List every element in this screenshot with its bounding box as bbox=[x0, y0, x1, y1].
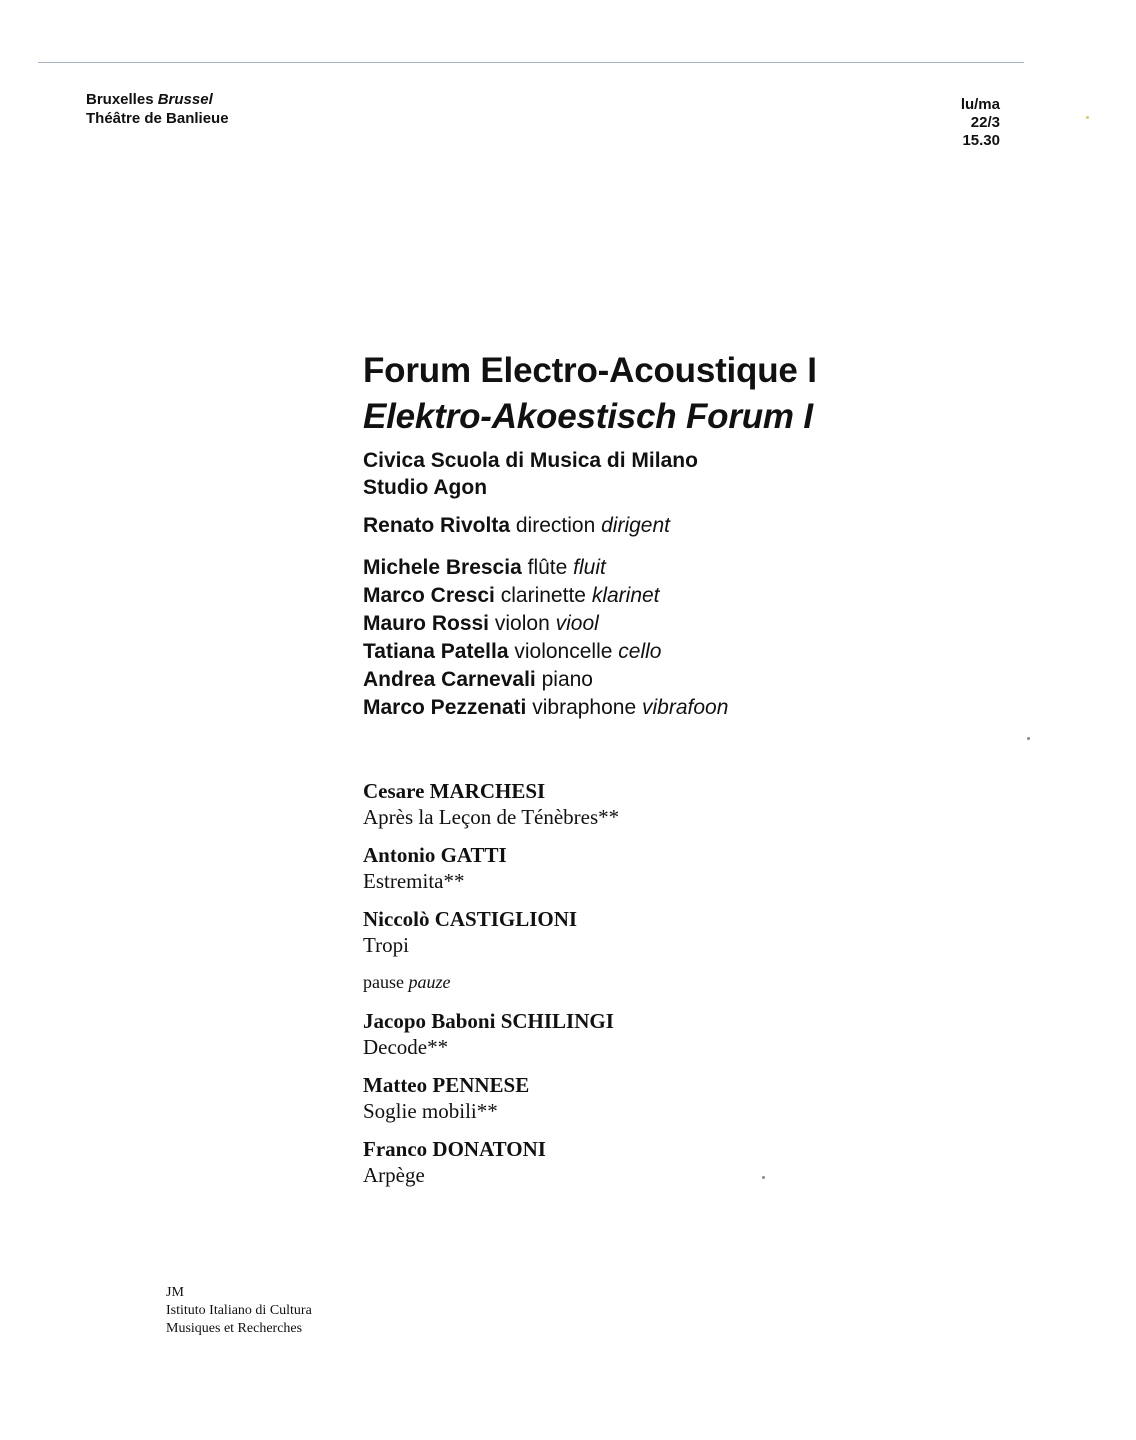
venue-hall: Théâtre de Banlieue bbox=[86, 110, 229, 127]
musician-name: Marco Cresci bbox=[363, 584, 495, 607]
venue-city-nl: Brussel bbox=[157, 91, 213, 108]
musician-instrument-nl: vibrafoon bbox=[642, 696, 729, 719]
musician-item bbox=[363, 694, 1063, 722]
musician-name: Marco Pezzenati bbox=[363, 696, 527, 719]
musician-instrument-nl: cello bbox=[618, 640, 662, 663]
director-line bbox=[363, 512, 1063, 539]
pause-nl: pauze bbox=[408, 972, 451, 992]
composer-name: Antonio GATTI bbox=[363, 843, 507, 867]
musician-name: Andrea Carnevali bbox=[363, 668, 536, 691]
credit-line: JM bbox=[166, 1285, 184, 1300]
director-role-fr: direction bbox=[515, 514, 596, 537]
work-title: Decode** bbox=[363, 1035, 449, 1059]
composer-name: Cesare MARCHESI bbox=[363, 779, 546, 803]
musician-instrument-fr: violon bbox=[494, 612, 550, 635]
credits-block bbox=[166, 1284, 312, 1338]
scan-speck bbox=[1086, 116, 1089, 119]
work-title: Après la Leçon de Ténèbres** bbox=[363, 805, 620, 829]
musician-name: Michele Brescia bbox=[363, 556, 522, 579]
scan-speck bbox=[762, 1176, 765, 1179]
composer-name: Franco DONATONI bbox=[363, 1137, 546, 1161]
credit-line: Istituto Italiano di Cultura bbox=[166, 1303, 312, 1318]
program-item bbox=[363, 906, 963, 958]
date-date: 22/3 bbox=[970, 114, 1000, 131]
musician-instrument-fr: flûte bbox=[527, 556, 568, 579]
musician-instrument-fr: clarinette bbox=[500, 584, 586, 607]
top-rule bbox=[38, 62, 1024, 63]
director-name: Renato Rivolta bbox=[363, 514, 511, 537]
scan-speck bbox=[1027, 737, 1030, 740]
musician-item bbox=[363, 666, 1063, 694]
musicians-list bbox=[363, 554, 1063, 722]
musician-instrument-fr: vibraphone bbox=[532, 696, 637, 719]
event-title-fr: Forum Electro-Acoustique I bbox=[363, 351, 817, 390]
program-item bbox=[363, 842, 963, 894]
musician-name: Mauro Rossi bbox=[363, 612, 490, 635]
ensemble-line2: Studio Agon bbox=[363, 476, 488, 499]
venue-city-fr: Bruxelles bbox=[86, 91, 154, 108]
composer-name: Niccolò CASTIGLIONI bbox=[363, 907, 578, 931]
work-title: Estremita** bbox=[363, 869, 465, 893]
pause-fr: pause bbox=[363, 972, 404, 992]
composer-name: Jacopo Baboni SCHILINGI bbox=[363, 1009, 614, 1033]
musician-item bbox=[363, 610, 1063, 638]
musician-name: Tatiana Patella bbox=[363, 640, 509, 663]
musician-instrument-nl: viool bbox=[555, 612, 599, 635]
musician-instrument-fr: piano bbox=[541, 668, 593, 691]
program-item bbox=[363, 1008, 963, 1060]
program-list bbox=[363, 778, 963, 1200]
work-title: Soglie mobili** bbox=[363, 1099, 498, 1123]
ensemble-line1: Civica Scuola di Musica di Milano bbox=[363, 449, 698, 472]
date-block bbox=[961, 96, 1000, 150]
intermission-line bbox=[363, 970, 963, 994]
musician-item bbox=[363, 554, 1063, 582]
date-day: lu/ma bbox=[960, 96, 1000, 113]
venue-city bbox=[86, 90, 229, 109]
program-item bbox=[363, 778, 963, 830]
event-header bbox=[363, 348, 1063, 722]
musician-instrument-nl: klarinet bbox=[591, 584, 660, 607]
ensemble bbox=[363, 447, 1063, 501]
work-title: Arpège bbox=[363, 1163, 425, 1187]
event-title-nl: Elektro-Akoestisch Forum I bbox=[363, 397, 813, 436]
program-item bbox=[363, 1136, 963, 1188]
musician-instrument-nl: fluit bbox=[573, 556, 606, 579]
musician-item bbox=[363, 582, 1063, 610]
credit-line: Musiques et Recherches bbox=[166, 1321, 303, 1336]
composer-name: Matteo PENNESE bbox=[363, 1073, 530, 1097]
date-time: 15.30 bbox=[962, 132, 1000, 149]
director-role-nl: dirigent bbox=[601, 514, 670, 537]
venue-block bbox=[86, 90, 229, 128]
program-item bbox=[363, 1072, 963, 1124]
musician-item bbox=[363, 638, 1063, 666]
work-title: Tropi bbox=[363, 933, 409, 957]
musician-instrument-fr: violoncelle bbox=[514, 640, 613, 663]
